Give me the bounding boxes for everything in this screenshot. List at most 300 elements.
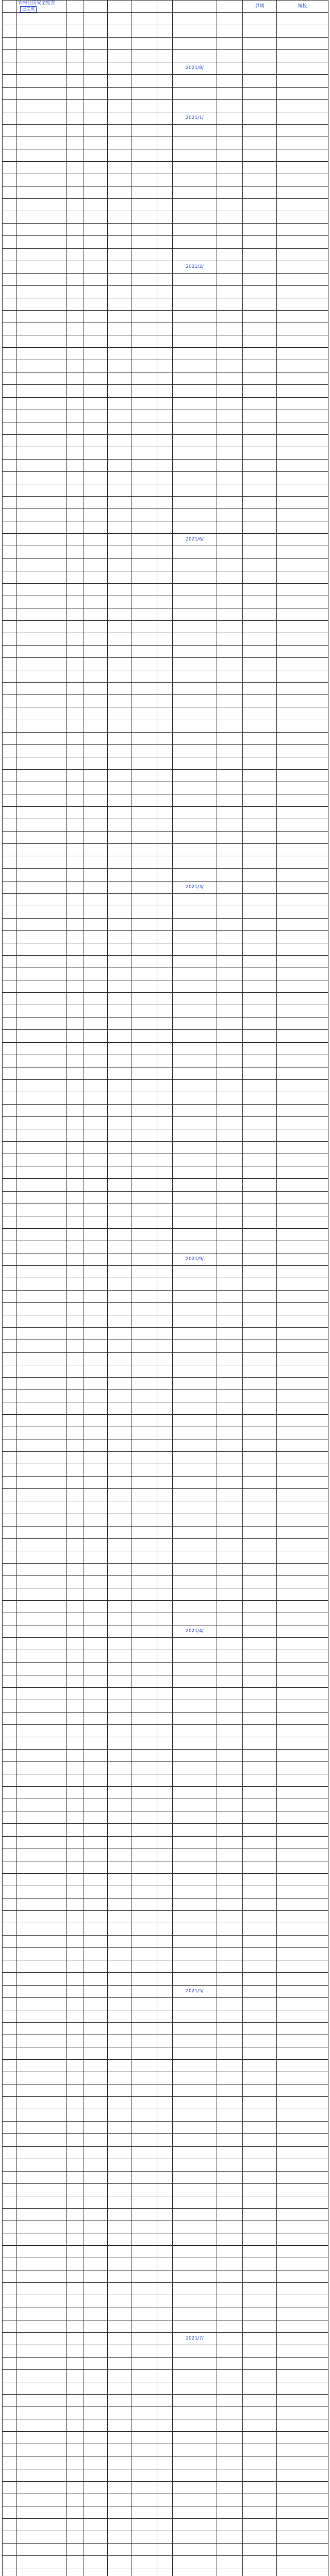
table-cell (17, 2506, 67, 2518)
table-cell (173, 509, 217, 521)
table-row (3, 2494, 328, 2506)
table-cell (277, 2308, 328, 2320)
table-cell (217, 782, 243, 794)
table-cell (217, 2332, 243, 2345)
table-cell (84, 137, 108, 149)
table-cell (131, 1104, 157, 1116)
table-cell (277, 1489, 328, 1501)
table-cell (67, 2506, 84, 2518)
table-cell (3, 757, 17, 769)
table-cell (157, 2506, 173, 2518)
table-cell (157, 1352, 173, 1365)
table-cell (17, 1774, 67, 1787)
table-cell (217, 2395, 243, 2407)
table-cell (173, 1377, 217, 1389)
table-cell (277, 1179, 328, 1191)
table-cell (17, 1179, 67, 1191)
table-cell (217, 1067, 243, 1079)
table-cell (84, 2208, 108, 2221)
table-cell (67, 583, 84, 596)
table-cell (243, 1861, 277, 1873)
table-cell (173, 1129, 217, 1142)
table-cell (17, 534, 67, 546)
table-cell (217, 2109, 243, 2122)
table-cell (108, 1055, 131, 1067)
table-cell (157, 1253, 173, 1265)
table-cell (243, 1973, 277, 1985)
table-cell (84, 1204, 108, 1216)
table-cell (17, 2122, 67, 2134)
table-cell (131, 174, 157, 187)
table-cell (3, 1315, 17, 1328)
table-cell (243, 2270, 277, 2283)
table-cell (67, 819, 84, 832)
table-cell (243, 1377, 277, 1389)
table-cell (3, 1588, 17, 1601)
table-cell (108, 1477, 131, 1489)
table-cell (17, 1588, 67, 1601)
table-cell (173, 943, 217, 955)
table-cell (131, 1439, 157, 1452)
table-cell (217, 298, 243, 310)
table-cell (84, 2047, 108, 2059)
table-row (3, 248, 328, 261)
table-cell (277, 769, 328, 782)
table-cell (217, 2059, 243, 2072)
table-cell (3, 2481, 17, 2494)
table-cell (243, 1774, 277, 1787)
table-cell (173, 1551, 217, 1563)
table-cell (84, 2494, 108, 2506)
table-row (3, 2122, 328, 2134)
table-cell (108, 1365, 131, 1377)
table-cell (157, 956, 173, 968)
table-cell (17, 1439, 67, 1452)
table-cell (243, 2059, 277, 2072)
table-cell (108, 658, 131, 670)
table-cell (67, 174, 84, 187)
table-cell (277, 732, 328, 744)
table-cell (157, 397, 173, 410)
table-cell (243, 893, 277, 906)
table-cell (84, 2395, 108, 2407)
table-cell (84, 1352, 108, 1365)
table-cell (67, 1787, 84, 1799)
table-row (3, 1104, 328, 1116)
table-cell (17, 646, 67, 658)
table-cell (108, 2134, 131, 2146)
table-cell (67, 757, 84, 769)
table-cell (84, 1365, 108, 1377)
table-cell (3, 1948, 17, 1960)
table-row (3, 1501, 328, 1514)
table-cell (3, 732, 17, 744)
table-cell (3, 1179, 17, 1191)
table-cell (108, 1824, 131, 1836)
table-cell (67, 1005, 84, 1018)
table-cell (3, 769, 17, 782)
table-cell (217, 2456, 243, 2469)
table-row (3, 1030, 328, 1042)
table-cell (3, 2059, 17, 2072)
table-cell (173, 2308, 217, 2320)
table-cell (277, 1067, 328, 1079)
table-cell (217, 856, 243, 869)
table-cell (3, 1291, 17, 1303)
table-cell (131, 1824, 157, 1836)
table-cell (173, 211, 217, 224)
table-cell (131, 2072, 157, 2084)
table-cell (17, 1328, 67, 1340)
table-cell (108, 2432, 131, 2444)
table-cell (243, 2481, 277, 2494)
table-cell (3, 2084, 17, 2097)
table-cell (84, 1898, 108, 1910)
table-cell (243, 2047, 277, 2059)
table-cell (17, 509, 67, 521)
table-cell (84, 906, 108, 918)
table-cell (84, 683, 108, 695)
table-cell (157, 2320, 173, 2332)
table-cell (277, 112, 328, 124)
table-cell (217, 968, 243, 980)
table-cell (67, 1700, 84, 1712)
table-cell (131, 236, 157, 248)
table-cell (243, 1389, 277, 1402)
table-cell (108, 1079, 131, 1092)
table-row (3, 1750, 328, 1762)
table-cell (17, 285, 67, 298)
table-cell (108, 2494, 131, 2506)
table-cell (277, 1911, 328, 1923)
table-row (3, 1477, 328, 1489)
table-cell (277, 1315, 328, 1328)
table-cell (67, 881, 84, 893)
table-cell (67, 1762, 84, 1774)
table-cell (108, 1588, 131, 1601)
table-cell (3, 1700, 17, 1712)
table-cell (173, 422, 217, 434)
table-row (3, 1687, 328, 1700)
table-cell (157, 1166, 173, 1179)
table-cell (17, 893, 67, 906)
table-cell (217, 807, 243, 819)
table-cell (243, 1663, 277, 1675)
table-cell (131, 1, 157, 13)
table-cell (243, 794, 277, 807)
table-cell (84, 162, 108, 174)
table-cell (67, 2208, 84, 2221)
table-row (3, 2283, 328, 2295)
table-cell (67, 2270, 84, 2283)
table-cell (84, 2258, 108, 2270)
table-cell (243, 1700, 277, 1712)
table-cell (67, 1538, 84, 1551)
table-cell (84, 596, 108, 608)
table-cell (217, 906, 243, 918)
table-cell (173, 1824, 217, 1836)
table-cell (84, 261, 108, 273)
table-cell (17, 2456, 67, 2469)
table-cell (17, 1601, 67, 1613)
table-cell (84, 285, 108, 298)
table-cell (217, 1352, 243, 1365)
table-cell (3, 1514, 17, 1526)
table-cell (3, 385, 17, 397)
table-cell (173, 112, 217, 124)
table-row (3, 1204, 328, 1216)
table-cell (3, 1911, 17, 1923)
table-cell (17, 1663, 67, 1675)
table-cell (277, 2022, 328, 2035)
table-cell (3, 248, 17, 261)
table-cell (217, 1687, 243, 1700)
table-cell (108, 856, 131, 869)
table-cell (3, 1241, 17, 1253)
table-cell (173, 1464, 217, 1477)
table-cell (243, 534, 277, 546)
table-cell (243, 1092, 277, 1104)
table-cell (17, 1973, 67, 1985)
table-row (3, 509, 328, 521)
table-row (3, 534, 328, 546)
table-cell (157, 1613, 173, 1625)
table-cell (173, 410, 217, 422)
table-cell (217, 1216, 243, 1228)
table-cell (157, 1861, 173, 1873)
table-cell (67, 2369, 84, 2382)
table-cell (67, 2097, 84, 2109)
table-row (3, 497, 328, 509)
table-cell (173, 2196, 217, 2208)
table-row (3, 199, 328, 211)
table-cell (277, 1328, 328, 1340)
table-cell (173, 248, 217, 261)
table-cell (131, 1278, 157, 1291)
table-cell (3, 1712, 17, 1724)
table-cell (3, 1129, 17, 1142)
table-cell (243, 2469, 277, 2481)
table-row (3, 720, 328, 732)
table-cell (84, 2308, 108, 2320)
table-row (3, 1886, 328, 1898)
table-cell (67, 2345, 84, 2357)
table-cell (17, 1092, 67, 1104)
table-cell (17, 807, 67, 819)
table-cell (173, 1811, 217, 1824)
table-cell (131, 1737, 157, 1749)
table-cell (217, 2345, 243, 2357)
table-cell (131, 497, 157, 509)
table-cell (173, 310, 217, 323)
table-cell (243, 497, 277, 509)
table-cell (3, 372, 17, 385)
table-cell (243, 236, 277, 248)
table-cell (67, 459, 84, 471)
table-cell (243, 211, 277, 224)
table-cell (243, 782, 277, 794)
table-cell (157, 571, 173, 583)
table-cell (84, 236, 108, 248)
table-cell (217, 13, 243, 25)
table-cell (17, 658, 67, 670)
table-cell (3, 2320, 17, 2332)
table-cell (243, 720, 277, 732)
table-cell (17, 546, 67, 558)
table-cell (173, 1092, 217, 1104)
table-cell (108, 1886, 131, 1898)
table-cell (3, 1092, 17, 1104)
table-cell (157, 832, 173, 844)
table-cell (3, 323, 17, 335)
table-cell (3, 1055, 17, 1067)
table-cell (131, 348, 157, 360)
table-cell (217, 124, 243, 137)
table-cell (84, 1452, 108, 1464)
table-cell (157, 1700, 173, 1712)
table-cell (131, 1204, 157, 1216)
table-cell (277, 906, 328, 918)
table-cell (131, 360, 157, 372)
table-cell (277, 1166, 328, 1179)
table-cell (173, 1303, 217, 1315)
table-cell (173, 38, 217, 50)
table-cell (277, 1663, 328, 1675)
table-row (3, 807, 328, 819)
table-cell (217, 410, 243, 422)
table-cell (84, 2233, 108, 2246)
table-cell (108, 2010, 131, 2022)
table-cell (84, 2295, 108, 2308)
table-cell (173, 646, 217, 658)
table-cell (3, 1005, 17, 1018)
table-cell (277, 670, 328, 683)
table-cell (173, 1315, 217, 1328)
table-cell (67, 2258, 84, 2270)
table-cell (3, 832, 17, 844)
table-cell (108, 2196, 131, 2208)
table-row (3, 608, 328, 620)
table-cell (173, 2556, 217, 2568)
table-cell (84, 2469, 108, 2481)
table-cell (277, 335, 328, 348)
table-row (3, 1414, 328, 1427)
table-cell (67, 1018, 84, 1030)
table-row (3, 1985, 328, 1997)
table-cell (243, 1538, 277, 1551)
table-cell (17, 1613, 67, 1625)
data-table (2, 0, 328, 2576)
table-cell (84, 248, 108, 261)
table-row (3, 683, 328, 695)
table-cell (217, 1464, 243, 1477)
table-cell (131, 1452, 157, 1464)
table-cell (217, 1501, 243, 1514)
table-cell (277, 608, 328, 620)
table-row (3, 1117, 328, 1129)
table-cell (84, 1737, 108, 1749)
table-row (3, 2146, 328, 2159)
table-cell (131, 807, 157, 819)
table-cell (17, 906, 67, 918)
table-cell (17, 1873, 67, 1886)
table-cell (84, 1762, 108, 1774)
table-cell (173, 596, 217, 608)
table-row (3, 1836, 328, 1849)
table-cell (243, 1005, 277, 1018)
table-cell (67, 447, 84, 459)
table-cell (243, 1117, 277, 1129)
table-cell (3, 1985, 17, 1997)
table-cell (157, 1117, 173, 1129)
table-cell (108, 248, 131, 261)
table-cell (157, 930, 173, 943)
table-cell (217, 1291, 243, 1303)
table-cell (173, 1030, 217, 1042)
table-cell (84, 1427, 108, 1439)
table-cell (17, 2258, 67, 2270)
table-cell (3, 273, 17, 285)
table-cell (243, 1724, 277, 1737)
table-row (3, 893, 328, 906)
table-cell (243, 1811, 277, 1824)
table-cell (217, 794, 243, 807)
table-cell (277, 1, 328, 13)
table-cell (108, 869, 131, 881)
table-cell (277, 1514, 328, 1526)
table-cell (243, 372, 277, 385)
table-cell (157, 2444, 173, 2456)
table-cell (67, 943, 84, 955)
table-cell (17, 993, 67, 1005)
table-cell (131, 1389, 157, 1402)
table-cell (217, 1129, 243, 1142)
table-row (3, 930, 328, 943)
table-cell (131, 2407, 157, 2419)
table-cell (173, 1948, 217, 1960)
table-cell (17, 869, 67, 881)
table-cell (277, 348, 328, 360)
table-cell (243, 980, 277, 993)
table-cell (173, 224, 217, 236)
table-cell (84, 2246, 108, 2258)
table-cell (84, 2022, 108, 2035)
table-cell (173, 2419, 217, 2432)
table-cell (217, 1092, 243, 1104)
table-cell (84, 2109, 108, 2122)
table-cell (217, 732, 243, 744)
table-cell (131, 2159, 157, 2171)
table-cell (277, 869, 328, 881)
table-cell (84, 869, 108, 881)
table-cell (67, 993, 84, 1005)
table-cell (243, 1204, 277, 1216)
table-cell (217, 633, 243, 645)
table-cell (17, 720, 67, 732)
table-cell (217, 2357, 243, 2369)
table-cell (67, 534, 84, 546)
table-cell (173, 608, 217, 620)
table-cell (173, 571, 217, 583)
table-cell (277, 956, 328, 968)
table-row (3, 1861, 328, 1873)
table-cell (108, 906, 131, 918)
table-cell (217, 199, 243, 211)
table-cell (131, 720, 157, 732)
table-cell (131, 112, 157, 124)
table-cell (217, 1886, 243, 1898)
table-cell (3, 1204, 17, 1216)
